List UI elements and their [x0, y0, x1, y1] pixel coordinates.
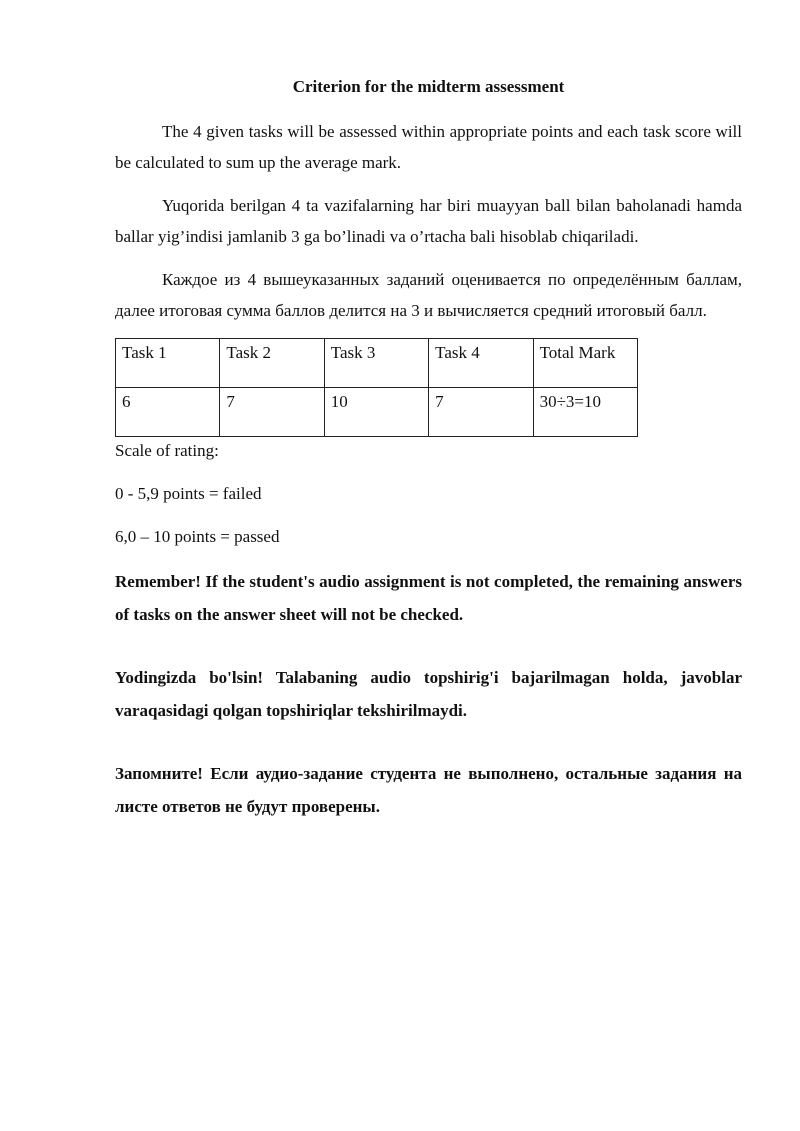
cell-task-4: 7 [429, 388, 533, 437]
document-title: Criterion for the midterm assessment [292, 77, 565, 96]
cell-task-3: 10 [324, 388, 428, 437]
note-uzbek: Yodingizda bo'lsin! Talabaning audio topshirig'i bajarilmagan holda, javoblar varaqasidagi qolgan topshiriqlar tekshirilmaydi. [115, 668, 742, 720]
table-header-row [116, 339, 638, 388]
note-english: Remember! If the student's audio assignment is not completed, the remaining answers of tasks on the answer sheet will not be checked. [115, 572, 742, 624]
scale-title: Scale of rating: [115, 441, 219, 460]
paragraph-russian: Каждое из 4 вышеуказанных заданий оценивается по определённым баллам, далее итоговая сумма баллов делится на 3 и вычисляется средний итоговый балл. [115, 270, 742, 320]
score-table [115, 338, 638, 437]
table-row [116, 388, 638, 437]
note-russian: Запомните! Если аудио-задание студента не выполнено, остальные задания на листе ответов не будут проверены. [115, 764, 742, 816]
header-total-mark: Total Mark [533, 339, 637, 388]
header-task-2: Task 2 [220, 339, 324, 388]
header-task-1: Task 1 [116, 339, 220, 388]
cell-task-1: 6 [116, 388, 220, 437]
header-task-3: Task 3 [324, 339, 428, 388]
document-page [115, 72, 742, 823]
cell-task-2: 7 [220, 388, 324, 437]
paragraph-english: The 4 given tasks will be assessed within appropriate points and each task score will be calculated to sum up the average mark. [115, 122, 742, 172]
cell-total-mark: 30÷3=10 [533, 388, 637, 437]
scale-passed: 6,0 – 10 points = passed [115, 527, 280, 546]
scale-failed: 0 - 5,9 points = failed [115, 484, 262, 503]
header-task-4: Task 4 [429, 339, 533, 388]
paragraph-uzbek: Yuqorida berilgan 4 ta vazifalarning har biri muayyan ball bilan baholanadi hamda ballar yig’indisi jamlanib 3 ga bo’linadi va o’rtacha bali hisoblab chiqariladi. [115, 196, 742, 246]
